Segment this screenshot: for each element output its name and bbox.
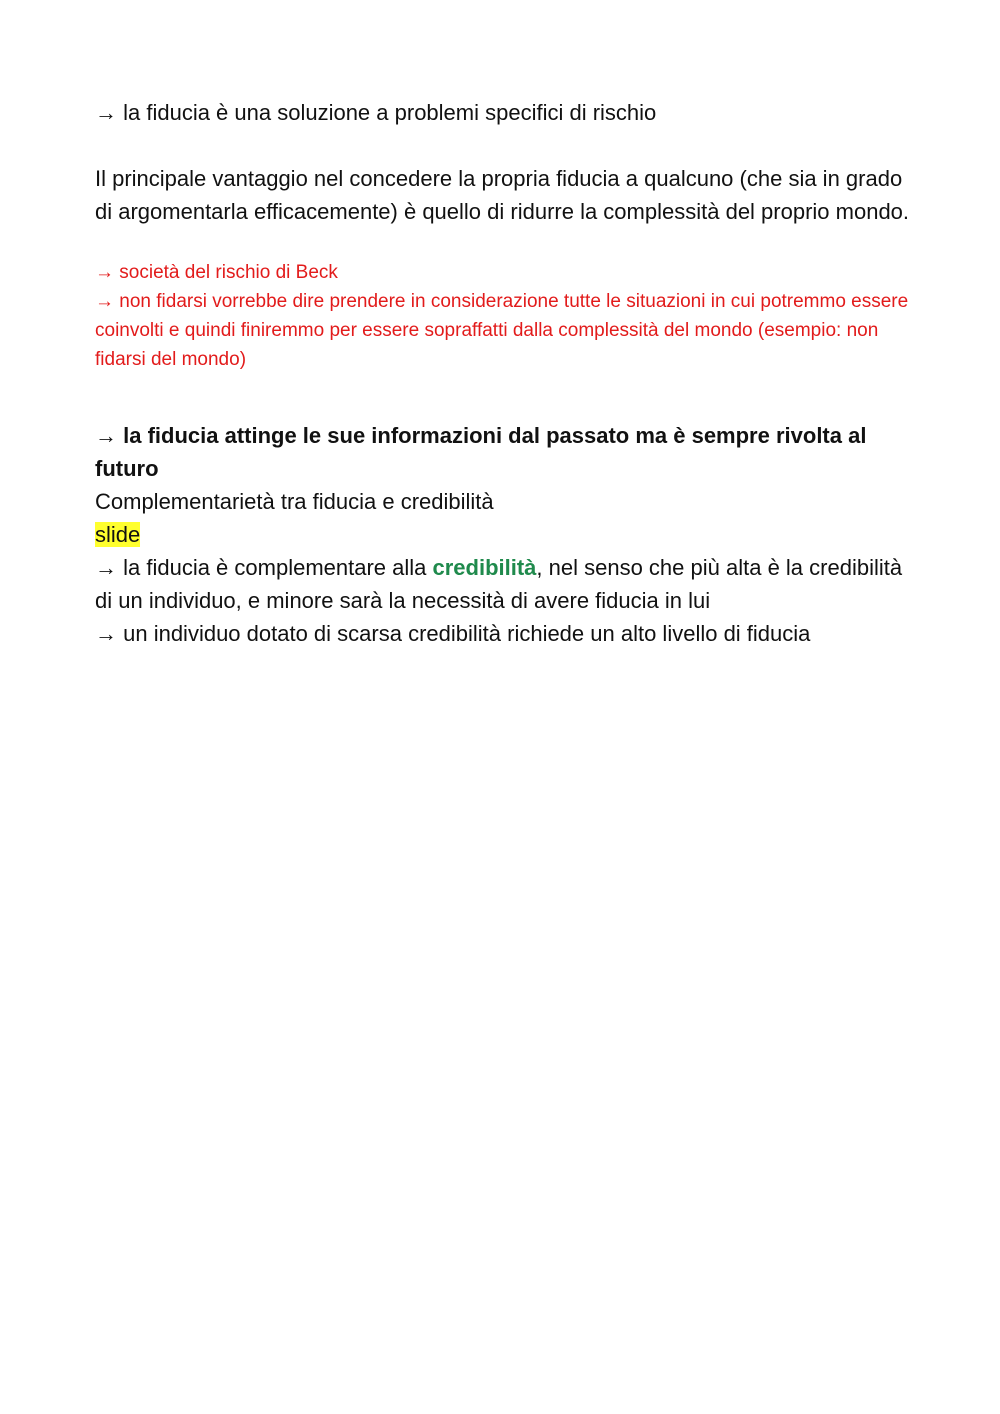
bold-statement: → la fiducia attinge le sue informazioni dal passato ma è sempre rivolta al futuro — [95, 423, 873, 481]
intro-line: → la fiducia è una soluzione a problemi specifici di rischio — [95, 100, 657, 125]
complement-sentence-start: → la fiducia è complementare alla — [95, 555, 433, 580]
complementarity-heading: Complementarietà tra fiducia e credibilità — [95, 489, 494, 514]
complement-sentence-end: , nel senso che più alta è la credibilità di un individuo, e minore sarà la necessità di avere fiducia in lui — [95, 555, 909, 613]
document-body — [95, 96, 925, 650]
red-note-beck: → società del rischio di Beck — [95, 262, 338, 283]
advantage-paragraph: Il principale vantaggio nel concedere la propria fiducia a qualcuno (che sia in grado di argomentarla efficacemente) è quello di ridurre la complessità del proprio mondo. — [95, 166, 910, 224]
final-line: → un individuo dotato di scarsa credibilità richiede un alto livello di fiducia — [95, 621, 811, 646]
complement-sentence — [95, 551, 925, 617]
slide-line — [95, 518, 925, 551]
red-note-not-trusting: → non fidarsi vorrebbe dire prendere in considerazione tutte le situazioni in cui potremmo essere coinvolti e quindi finiremmo per essere sopraffatti dalla complessità del mondo (esempio: non fidarsi del mondo) — [95, 291, 909, 370]
red-notes — [95, 258, 925, 374]
credibility-emphasis: credibilità — [432, 555, 537, 580]
highlighted-slide-word: slide — [95, 522, 141, 547]
